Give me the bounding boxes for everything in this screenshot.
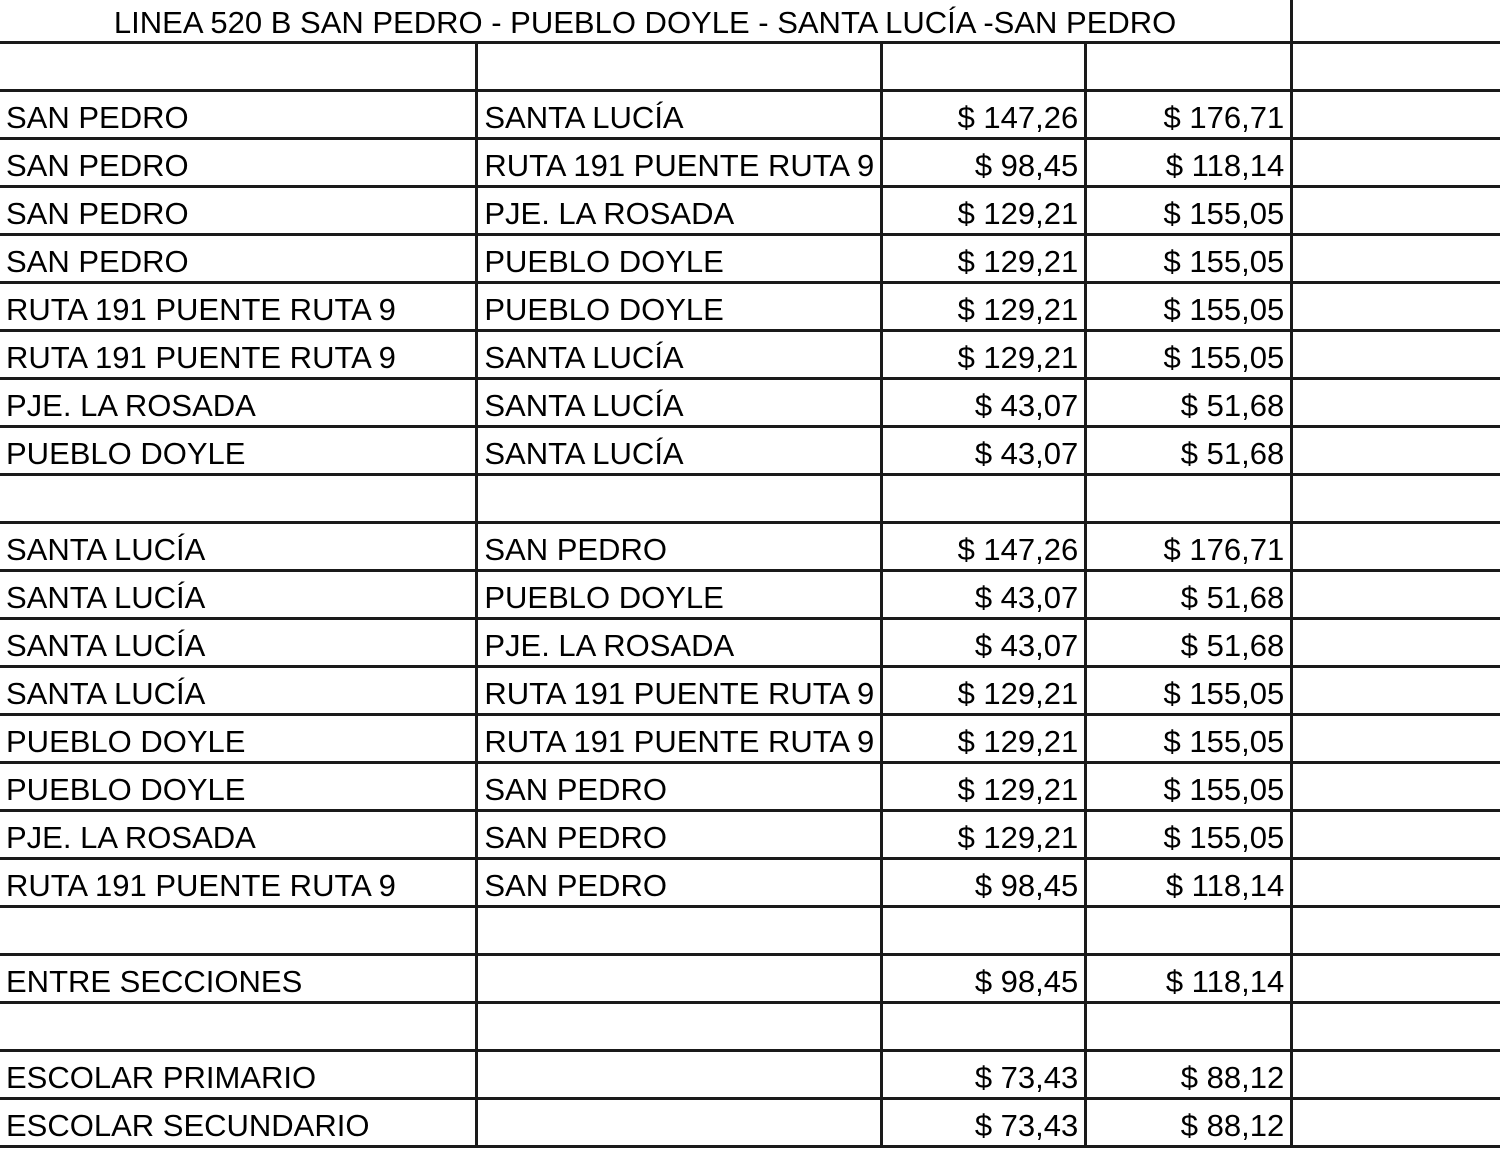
- empty-cell: [1292, 667, 1500, 715]
- origin-cell: RUTA 191 PUENTE RUTA 9: [0, 859, 477, 907]
- origin-cell: [0, 43, 477, 91]
- fare-cell-2: $ 118,14: [1086, 955, 1292, 1003]
- fare-cell-1: $ 129,21: [882, 811, 1086, 859]
- empty-cell: [1292, 811, 1500, 859]
- destination-cell: SAN PEDRO: [477, 859, 882, 907]
- fare-cell-2: $ 51,68: [1086, 427, 1292, 475]
- fare-cell-2: $ 176,71: [1086, 91, 1292, 139]
- fare-cell-1: $ 129,21: [882, 715, 1086, 763]
- empty-cell: [1292, 907, 1500, 955]
- destination-cell: PUEBLO DOYLE: [477, 571, 882, 619]
- fare-cell-1: [882, 43, 1086, 91]
- fare-cell-1: [882, 907, 1086, 955]
- fare-cell-1: $ 98,45: [882, 139, 1086, 187]
- table-row: [0, 763, 1500, 811]
- destination-cell: [477, 907, 882, 955]
- table-row: [0, 379, 1500, 427]
- table-row: [0, 859, 1500, 907]
- table-row: [0, 811, 1500, 859]
- fare-cell-1: $ 129,21: [882, 187, 1086, 235]
- empty-cell: [1292, 571, 1500, 619]
- table-row: [0, 235, 1500, 283]
- origin-cell: [0, 907, 477, 955]
- destination-cell: PUEBLO DOYLE: [477, 283, 882, 331]
- destination-cell: SANTA LUCÍA: [477, 427, 882, 475]
- table-row: [0, 91, 1500, 139]
- destination-cell: [477, 1051, 882, 1099]
- empty-cell: [1292, 139, 1500, 187]
- fare-cell-2: [1086, 1003, 1292, 1051]
- empty-cell: [1292, 523, 1500, 571]
- origin-cell: ENTRE SECCIONES: [0, 955, 477, 1003]
- fare-cell-2: $ 155,05: [1086, 235, 1292, 283]
- destination-cell: [477, 43, 882, 91]
- table-title: LINEA 520 B SAN PEDRO - PUEBLO DOYLE - SANTA LUCÍA -SAN PEDRO: [0, 0, 1292, 43]
- origin-cell: SAN PEDRO: [0, 91, 477, 139]
- table-row: [0, 1099, 1500, 1147]
- origin-cell: PUEBLO DOYLE: [0, 763, 477, 811]
- empty-cell: [1292, 619, 1500, 667]
- origin-cell: [0, 1003, 477, 1051]
- empty-cell: [1292, 859, 1500, 907]
- table-row: [0, 523, 1500, 571]
- table-row: [0, 331, 1500, 379]
- table-row: [0, 907, 1500, 955]
- origin-cell: PUEBLO DOYLE: [0, 427, 477, 475]
- empty-cell: [1292, 187, 1500, 235]
- fare-cell-2: $ 155,05: [1086, 187, 1292, 235]
- empty-cell: [1292, 1051, 1500, 1099]
- destination-cell: SAN PEDRO: [477, 523, 882, 571]
- destination-cell: RUTA 191 PUENTE RUTA 9: [477, 715, 882, 763]
- table-row: [0, 667, 1500, 715]
- empty-cell: [1292, 427, 1500, 475]
- table-row: [0, 571, 1500, 619]
- origin-cell: SANTA LUCÍA: [0, 667, 477, 715]
- destination-cell: SAN PEDRO: [477, 811, 882, 859]
- fare-cell-2: $ 51,68: [1086, 571, 1292, 619]
- table-row: [0, 955, 1500, 1003]
- table-row: [0, 715, 1500, 763]
- fare-cell-1: [882, 475, 1086, 523]
- title-row: [0, 0, 1500, 43]
- fare-cell-1: $ 129,21: [882, 235, 1086, 283]
- fare-cell-2: $ 118,14: [1086, 859, 1292, 907]
- destination-cell: [477, 1003, 882, 1051]
- fare-cell-1: $ 43,07: [882, 379, 1086, 427]
- fare-cell-1: $ 129,21: [882, 763, 1086, 811]
- destination-cell: [477, 475, 882, 523]
- destination-cell: RUTA 191 PUENTE RUTA 9: [477, 139, 882, 187]
- origin-cell: RUTA 191 PUENTE RUTA 9: [0, 331, 477, 379]
- fare-cell-2: $ 155,05: [1086, 763, 1292, 811]
- fare-cell-2: $ 88,12: [1086, 1051, 1292, 1099]
- table-row: [0, 427, 1500, 475]
- origin-cell: PUEBLO DOYLE: [0, 715, 477, 763]
- fare-cell-1: $ 129,21: [882, 331, 1086, 379]
- destination-cell: RUTA 191 PUENTE RUTA 9: [477, 667, 882, 715]
- origin-cell: SANTA LUCÍA: [0, 619, 477, 667]
- fare-cell-1: $ 98,45: [882, 859, 1086, 907]
- fare-cell-1: $ 43,07: [882, 427, 1086, 475]
- fare-cell-1: $ 43,07: [882, 619, 1086, 667]
- destination-cell: PJE. LA ROSADA: [477, 619, 882, 667]
- fare-cell-1: $ 98,45: [882, 955, 1086, 1003]
- origin-cell: PJE. LA ROSADA: [0, 811, 477, 859]
- fare-cell-2: $ 155,05: [1086, 667, 1292, 715]
- fare-cell-2: [1086, 907, 1292, 955]
- fare-cell-2: [1086, 475, 1292, 523]
- table-row: [0, 43, 1500, 91]
- destination-cell: [477, 955, 882, 1003]
- fare-cell-1: $ 147,26: [882, 523, 1086, 571]
- empty-cell: [1292, 763, 1500, 811]
- table-row: [0, 619, 1500, 667]
- destination-cell: [477, 1099, 882, 1147]
- destination-cell: SAN PEDRO: [477, 763, 882, 811]
- fare-cell-2: $ 176,71: [1086, 523, 1292, 571]
- origin-cell: [0, 475, 477, 523]
- empty-cell: [1292, 0, 1500, 43]
- fare-cell-2: $ 118,14: [1086, 139, 1292, 187]
- origin-cell: ESCOLAR PRIMARIO: [0, 1051, 477, 1099]
- fare-cell-2: $ 88,12: [1086, 1099, 1292, 1147]
- table-row: [0, 1003, 1500, 1051]
- destination-cell: SANTA LUCÍA: [477, 331, 882, 379]
- fare-cell-2: $ 51,68: [1086, 379, 1292, 427]
- empty-cell: [1292, 43, 1500, 91]
- fare-cell-1: $ 147,26: [882, 91, 1086, 139]
- origin-cell: SAN PEDRO: [0, 187, 477, 235]
- empty-cell: [1292, 1003, 1500, 1051]
- origin-cell: SANTA LUCÍA: [0, 571, 477, 619]
- fare-cell-1: $ 73,43: [882, 1051, 1086, 1099]
- empty-cell: [1292, 1099, 1500, 1147]
- empty-cell: [1292, 955, 1500, 1003]
- empty-cell: [1292, 283, 1500, 331]
- fare-cell-2: $ 155,05: [1086, 715, 1292, 763]
- destination-cell: SANTA LUCÍA: [477, 91, 882, 139]
- origin-cell: PJE. LA ROSADA: [0, 379, 477, 427]
- table-row: [0, 283, 1500, 331]
- table-row: [0, 187, 1500, 235]
- fare-cell-1: $ 73,43: [882, 1099, 1086, 1147]
- empty-cell: [1292, 715, 1500, 763]
- destination-cell: SANTA LUCÍA: [477, 379, 882, 427]
- fare-cell-1: $ 129,21: [882, 667, 1086, 715]
- fare-cell-1: $ 43,07: [882, 571, 1086, 619]
- fare-cell-1: [882, 1003, 1086, 1051]
- origin-cell: SAN PEDRO: [0, 235, 477, 283]
- empty-cell: [1292, 475, 1500, 523]
- destination-cell: PJE. LA ROSADA: [477, 187, 882, 235]
- empty-cell: [1292, 331, 1500, 379]
- fare-cell-2: $ 155,05: [1086, 331, 1292, 379]
- table-row: [0, 475, 1500, 523]
- table-row: [0, 139, 1500, 187]
- empty-cell: [1292, 235, 1500, 283]
- fare-cell-2: [1086, 43, 1292, 91]
- fare-cell-1: $ 129,21: [882, 283, 1086, 331]
- destination-cell: PUEBLO DOYLE: [477, 235, 882, 283]
- origin-cell: ESCOLAR SECUNDARIO: [0, 1099, 477, 1147]
- empty-cell: [1292, 91, 1500, 139]
- empty-cell: [1292, 379, 1500, 427]
- fare-cell-2: $ 155,05: [1086, 811, 1292, 859]
- origin-cell: RUTA 191 PUENTE RUTA 9: [0, 283, 477, 331]
- origin-cell: SANTA LUCÍA: [0, 523, 477, 571]
- table-row: [0, 1051, 1500, 1099]
- fare-cell-2: $ 51,68: [1086, 619, 1292, 667]
- origin-cell: SAN PEDRO: [0, 139, 477, 187]
- fare-cell-2: $ 155,05: [1086, 283, 1292, 331]
